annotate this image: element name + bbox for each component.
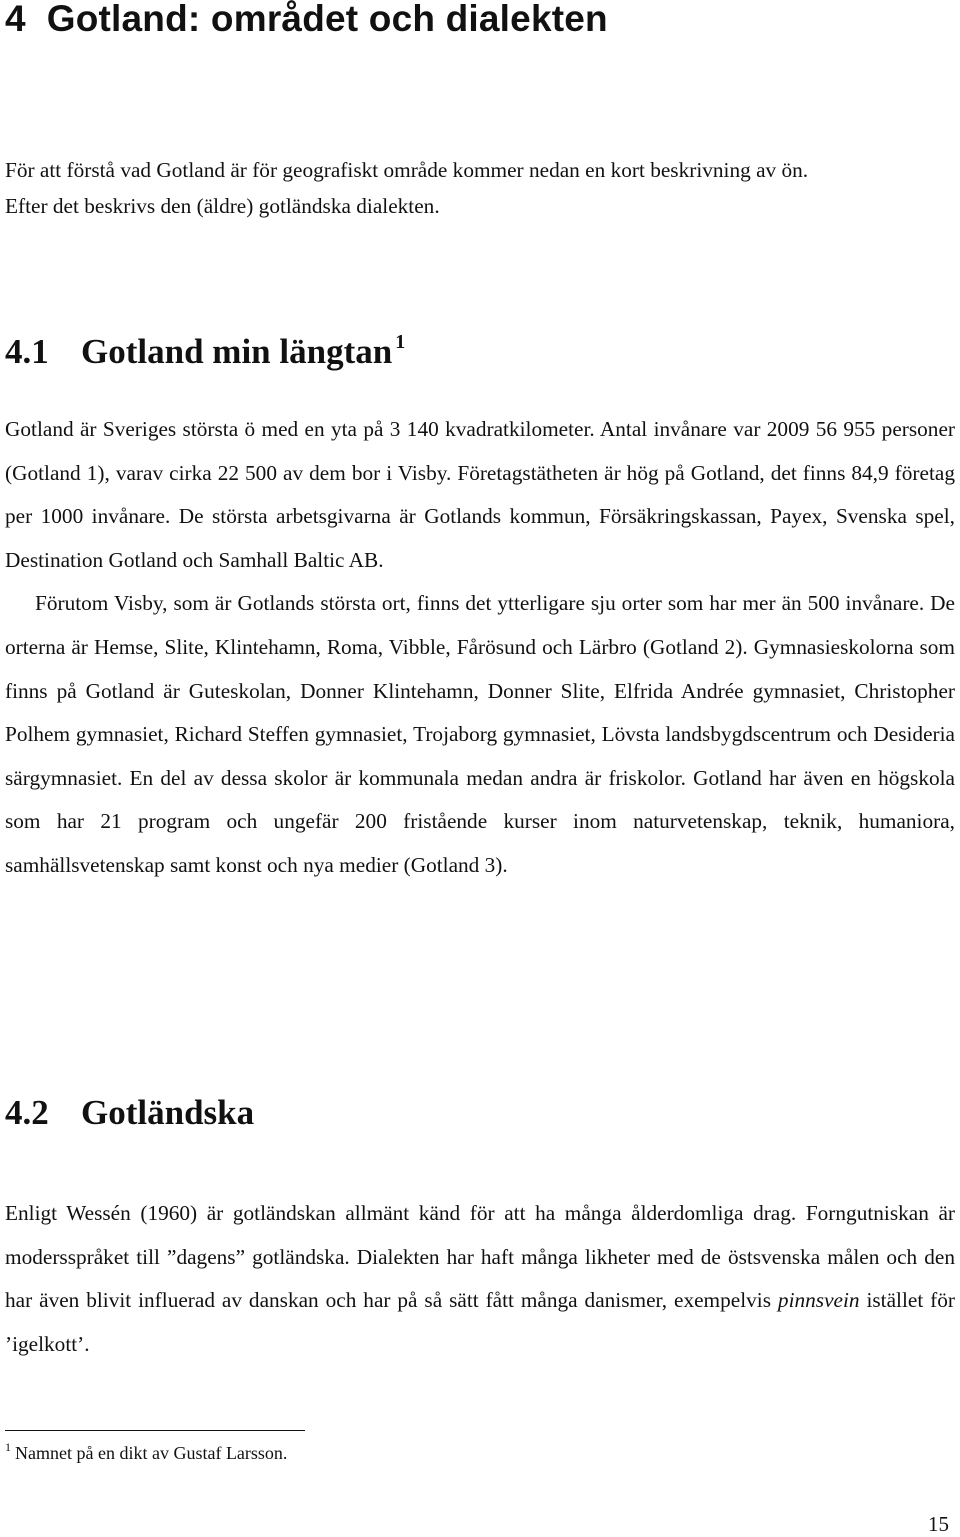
section-number: 4.2 <box>5 1093 49 1132</box>
paragraph-2: Förutom Visby, som är Gotlands största ort, finns det ytterligare sju orter som har mer än 500 invånare. De orterna är Hemse, Slite, Klintehamn, Roma, Vibble, Fårösund och Lärbro (Gotland 2). Gymnasieskolorna som finns på Gotland är Guteskolan, Donner Klintehamn, Donner Slite, Elfrida Andrée gymnasiet, Christopher Polhem gymnasiet, Richard Steffen gymnasiet, Trojaborg gymnasiet, Lövsta landsbygdscentrum och Desideria särgymnasiet. En del av dessa skolor är kommunala medan andra är friskolor. Gotland har även en högskola som har 21 program och ungefär 200 fristående kurser inom naturvetenskap, teknik, humaniora, samhällsvetenskap samt konst och nya medier (Gotland 3). <box>5 591 955 877</box>
body-text-end: istället för ’igelkott’. <box>5 1288 955 1356</box>
footnote-text: Namnet på en dikt av Gustaf Larsson. <box>15 1443 288 1463</box>
intro-paragraph <box>5 152 808 224</box>
page-number: 15 <box>928 1512 949 1536</box>
section-title: Gotländska <box>81 1093 255 1132</box>
footnote-number: 1 <box>5 1440 11 1454</box>
intro-line-2: Efter det beskrivs den (äldre) gotländska dialekten. <box>5 194 440 218</box>
footnote-reference: 1 <box>395 331 406 353</box>
section-heading-4-1 <box>5 331 405 372</box>
section-4-2-body <box>5 1192 955 1366</box>
paragraph-1: Gotland är Sveriges största ö med en yta på 3 140 kvadratkilometer. Antal invånare var 2009 56 955 personer (Gotland 1), varav cirka 22 500 av dem bor i Visby. Företagstätheten är hög på Gotland, det finns 84,9 företag per 1000 invånare. De största arbetsgivarna är Gotlands kommun, Försäkringskassan, Payex, Svenska spel, Destination Gotland och Samhall Baltic AB. <box>5 417 955 572</box>
section-title: Gotland min längtan <box>81 332 393 371</box>
chapter-heading <box>5 0 608 40</box>
footnote-divider <box>5 1430 305 1431</box>
italic-term: pinnsvein <box>777 1288 860 1313</box>
section-4-1-body <box>5 408 955 888</box>
chapter-number: 4 <box>5 0 26 39</box>
chapter-title: Gotland: området och dialekten <box>46 0 608 39</box>
intro-line-1: För att förstå vad Gotland är för geografiskt område kommer nedan en kort beskrivning av ön. <box>5 158 809 182</box>
footnote <box>5 1440 287 1464</box>
section-number: 4.1 <box>5 332 49 371</box>
section-heading-4-2 <box>5 1093 254 1133</box>
body-text: Enligt Wessén (1960) är gotländskan allmänt känd för att ha många ålderdomliga drag. Forngutniskan är modersspråket till ”dagens” gotländska. Dialekten har haft många likheter med de östsvenska målen och den har även blivit influerad av danskan och har på så sätt fått många danismer, exempelvis <box>5 1201 955 1313</box>
